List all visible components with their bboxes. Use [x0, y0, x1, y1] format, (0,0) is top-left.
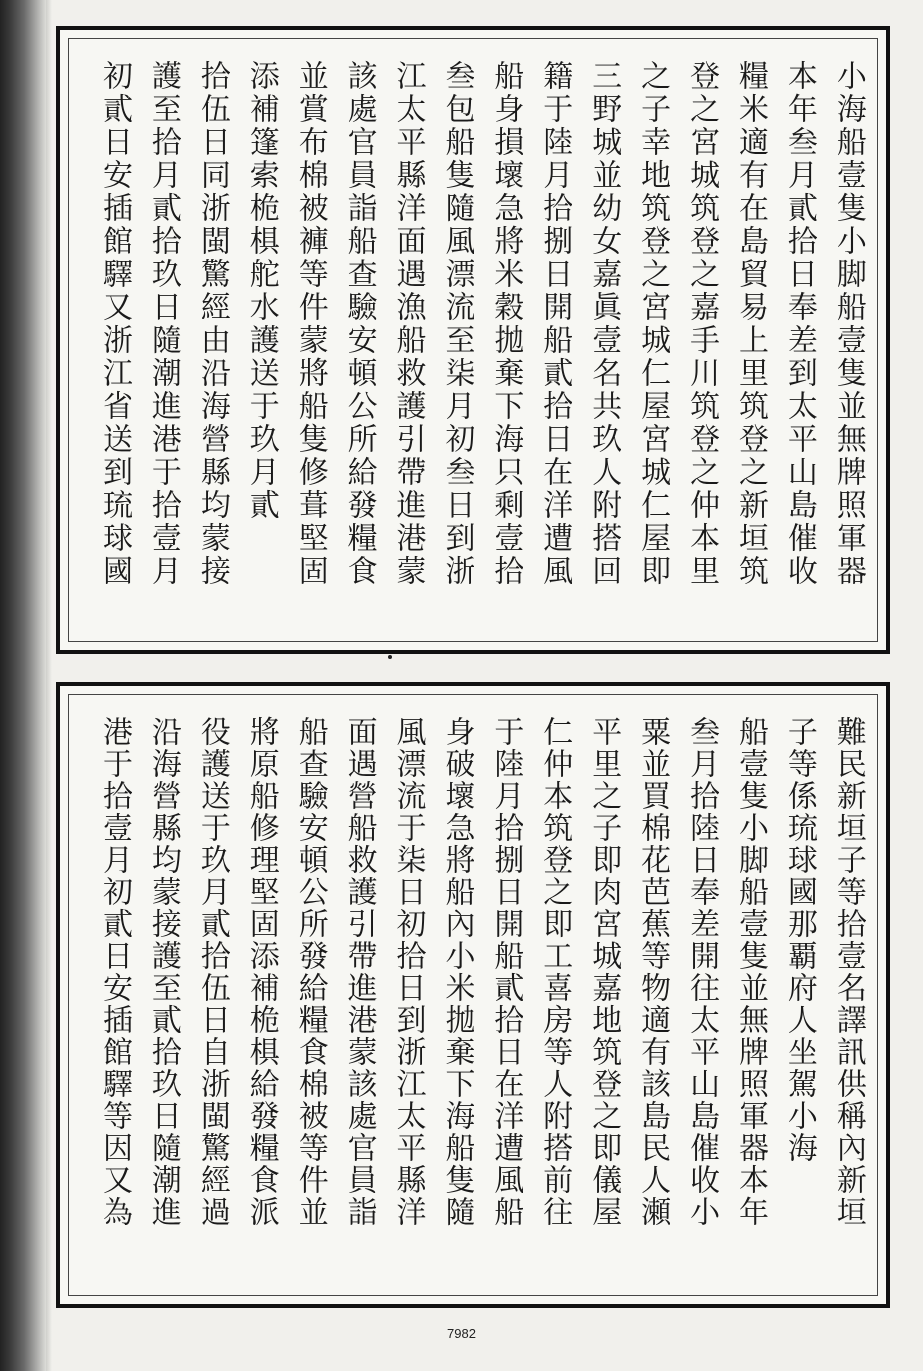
page-number: 7982	[447, 1326, 476, 1341]
text-column: 船身損壞急將米穀拋棄下海只剩壹拾	[488, 60, 524, 588]
text-column: 于陸月拾捌日開船貳拾日在洋遭風船	[488, 716, 524, 1228]
text-column: 面遇營船救護引帶進港蒙該處官員詣	[341, 716, 377, 1228]
text-column: 護至拾月貳拾玖日隨潮進港于拾壹月	[145, 60, 181, 588]
text-columns-top	[96, 60, 866, 620]
text-column: 子等係琉球國那覇府人坐駕小海	[781, 716, 817, 1164]
text-column: 籍于陸月拾捌日開船貳拾日在洋遭風	[537, 60, 573, 588]
text-column: 將原船修理堅固添補桅椇給發糧食派	[243, 716, 279, 1228]
text-columns-bottom	[96, 716, 866, 1274]
text-column: 沿海營縣均蒙接護至貳拾玖日隨潮進	[145, 716, 181, 1228]
text-column: 粟並買棉花芭蕉等物適有該島民人瀬	[635, 716, 671, 1228]
text-column: 之子幸地筑登之宮城仁屋宮城仁屋即	[635, 60, 671, 588]
text-column: 船查驗安頓公所發給糧食棉被等件並	[292, 716, 328, 1228]
book-spine-shadow	[0, 0, 46, 1371]
text-column: 初貳日安插館驛又浙江省送到琉球國	[97, 60, 132, 588]
text-column: 並賞布棉被褲等件蒙將船隻修葺堅固	[292, 60, 328, 588]
text-column: 船壹隻小脚船壹隻並無牌照軍器本年	[732, 716, 768, 1228]
text-column: 役護送于玖月貳拾伍日自浙閩驚經過	[194, 716, 230, 1228]
text-column: 港于拾壹月初貳日安插館驛等因又為	[97, 716, 132, 1228]
text-column: 叁月拾陸日奉差開往太平山島催收小	[684, 716, 720, 1228]
text-column: 小海船壹隻小脚船壹隻並無牌照軍器	[830, 60, 866, 588]
text-column: 身破壞急將船內小米拋棄下海船隻隨	[439, 716, 475, 1228]
text-column: 江太平縣洋面遇漁船救護引帶進港蒙	[390, 60, 426, 588]
text-column: 難民新垣子等拾壹名譯訊供稱內新垣	[830, 716, 866, 1228]
text-column: 仁仲本筑登之即工喜房等人附搭前往	[537, 716, 573, 1228]
text-column: 登之宮城筑登之嘉手川筑登之仲本里	[684, 60, 720, 588]
text-column: 風漂流于柒日初拾日到浙江太平縣洋	[390, 716, 426, 1228]
page-gutter	[46, 0, 52, 1371]
document-panel-bottom	[56, 682, 890, 1308]
text-column: 該處官員詣船查驗安頓公所給發糧食	[341, 60, 377, 588]
document-panel-top	[56, 26, 890, 654]
ink-dot	[388, 655, 392, 659]
text-column: 糧米適有在島貿易上里筑登之新垣筑	[732, 60, 768, 588]
text-column: 添補篷索桅椇舵水護送于玖月貳	[243, 60, 279, 522]
text-column: 叁包船隻隨風漂流至柒月初叁日到浙	[439, 60, 475, 588]
text-column: 拾伍日同浙閩驚經由沿海營縣均蒙接	[194, 60, 230, 588]
text-column: 平里之子即肉宮城嘉地筑登之即儀屋	[586, 716, 622, 1228]
text-column: 本年叁月貳拾日奉差到太平山島催收	[781, 60, 817, 588]
text-column: 三野城並幼女嘉眞壹名共玖人附搭回	[586, 60, 622, 588]
